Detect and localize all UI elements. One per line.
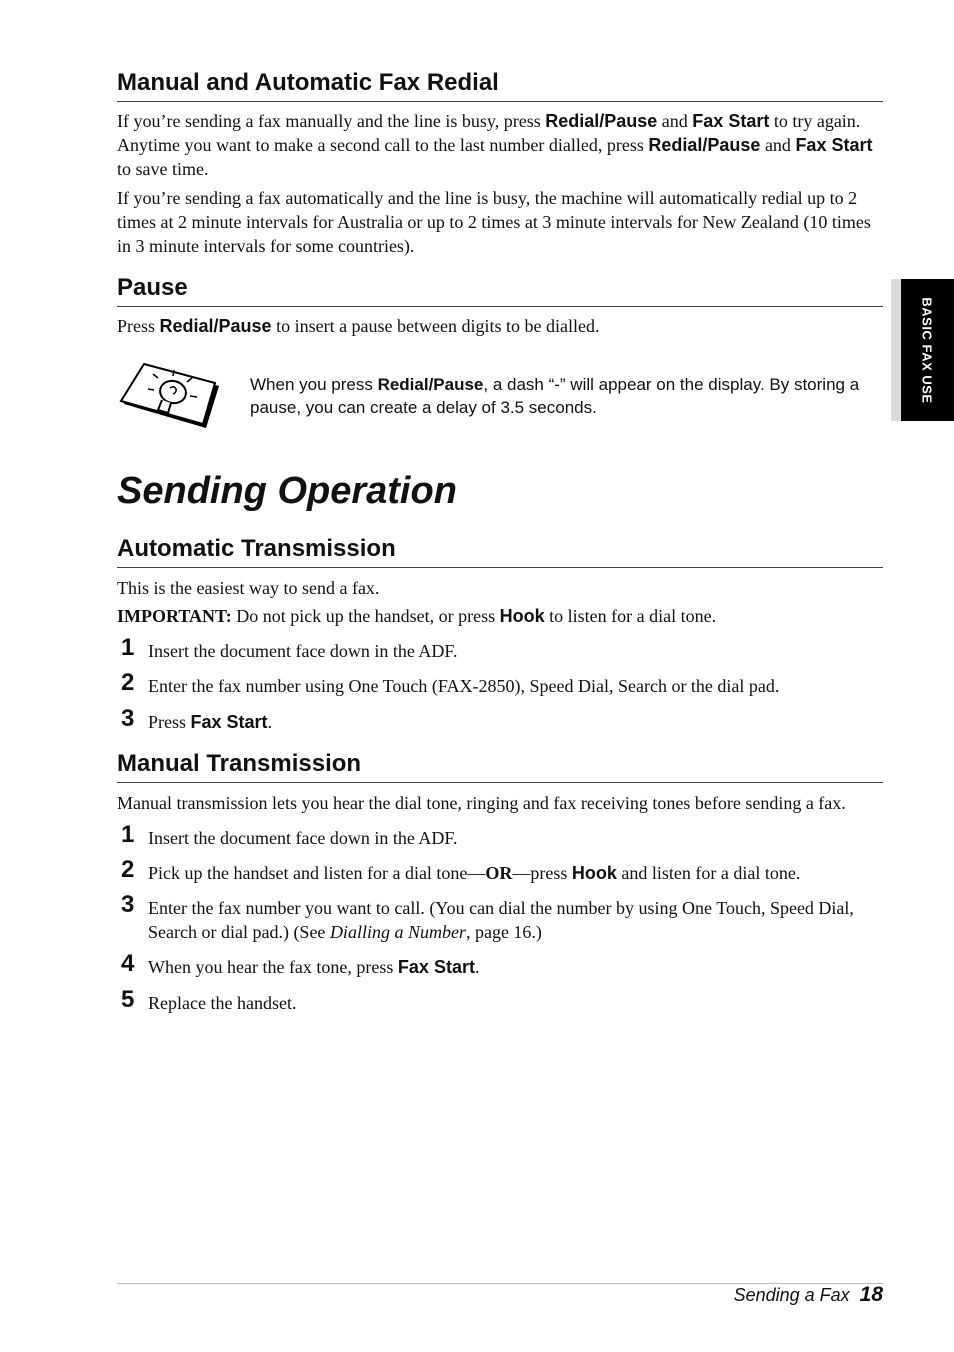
side-tab-label: BASIC FAX USE	[920, 296, 935, 404]
step-text: When you hear the fax tone, press Fax Start.	[148, 957, 480, 977]
step-text: Pick up the handset and listen for a dial tone—OR—press Hook and listen for a dial tone.	[148, 863, 801, 883]
step-number: 1	[121, 821, 135, 848]
step-number: 2	[121, 669, 135, 696]
pause-paragraph: Press Redial/Pause to insert a pause between digits to be dialled.	[117, 316, 600, 336]
manual-intro: Manual transmission lets you hear the dial tone, ringing and fax receiving tones before sending a fax.	[117, 793, 846, 813]
step-number: 4	[121, 950, 135, 977]
step-text: Replace the handset.	[148, 993, 297, 1013]
redial-paragraph-1: If you’re sending a fax manually and the line is busy, press Redial/Pause and Fax Start to try again. Anytime you want to make a second call to the last number dialled, press Redial/Pause and Fax Start to save time.	[117, 111, 873, 179]
footer-section-title: Sending a Fax	[733, 1285, 850, 1305]
pause-heading: Pause	[117, 274, 883, 307]
step-text: Press Fax Start.	[148, 712, 273, 732]
page-footer	[734, 1283, 883, 1307]
step-number: 2	[121, 856, 135, 883]
step-number: 1	[121, 634, 135, 661]
step-text: Insert the document face down in the ADF.	[148, 828, 458, 848]
important-notice: IMPORTANT: Do not pick up the handset, or press Hook to listen for a dial tone.	[117, 606, 717, 626]
redial-heading: Manual and Automatic Fax Redial	[117, 69, 883, 102]
page-number: 18	[859, 1283, 883, 1306]
step-number: 5	[121, 986, 135, 1013]
step-number: 3	[121, 705, 135, 732]
page-title: Sending Operation	[117, 470, 457, 512]
manual-transmission-heading: Manual Transmission	[117, 750, 883, 783]
step-text: Enter the fax number using One Touch (FAX-2850), Speed Dial, Search or the dial pad.	[148, 676, 780, 696]
step-text: Insert the document face down in the ADF.	[148, 641, 458, 661]
side-tab	[891, 279, 954, 421]
pause-note: When you press Redial/Pause, a dash “-” will appear on the display. By storing a pause, you can create a delay of 3.5 seconds.	[250, 375, 860, 417]
automatic-intro: This is the easiest way to send a fax.	[117, 578, 380, 598]
step-number: 3	[121, 891, 135, 918]
step-text: Enter the fax number you want to call. (You can dial the number by using One Touch, Speed Dial, Search or dial pad.) (See Dialling a Number, page 16.)	[148, 898, 854, 942]
automatic-transmission-heading: Automatic Transmission	[117, 535, 883, 568]
redial-paragraph-2: If you’re sending a fax automatically and the line is busy, the machine will automatically redial up to 2 times at 2 minute intervals for Australia or up to 2 times at 3 minute intervals for New Zealand (10 times in 3 minute intervals for some countries).	[117, 188, 871, 256]
lightbulb-note-icon	[118, 362, 222, 432]
